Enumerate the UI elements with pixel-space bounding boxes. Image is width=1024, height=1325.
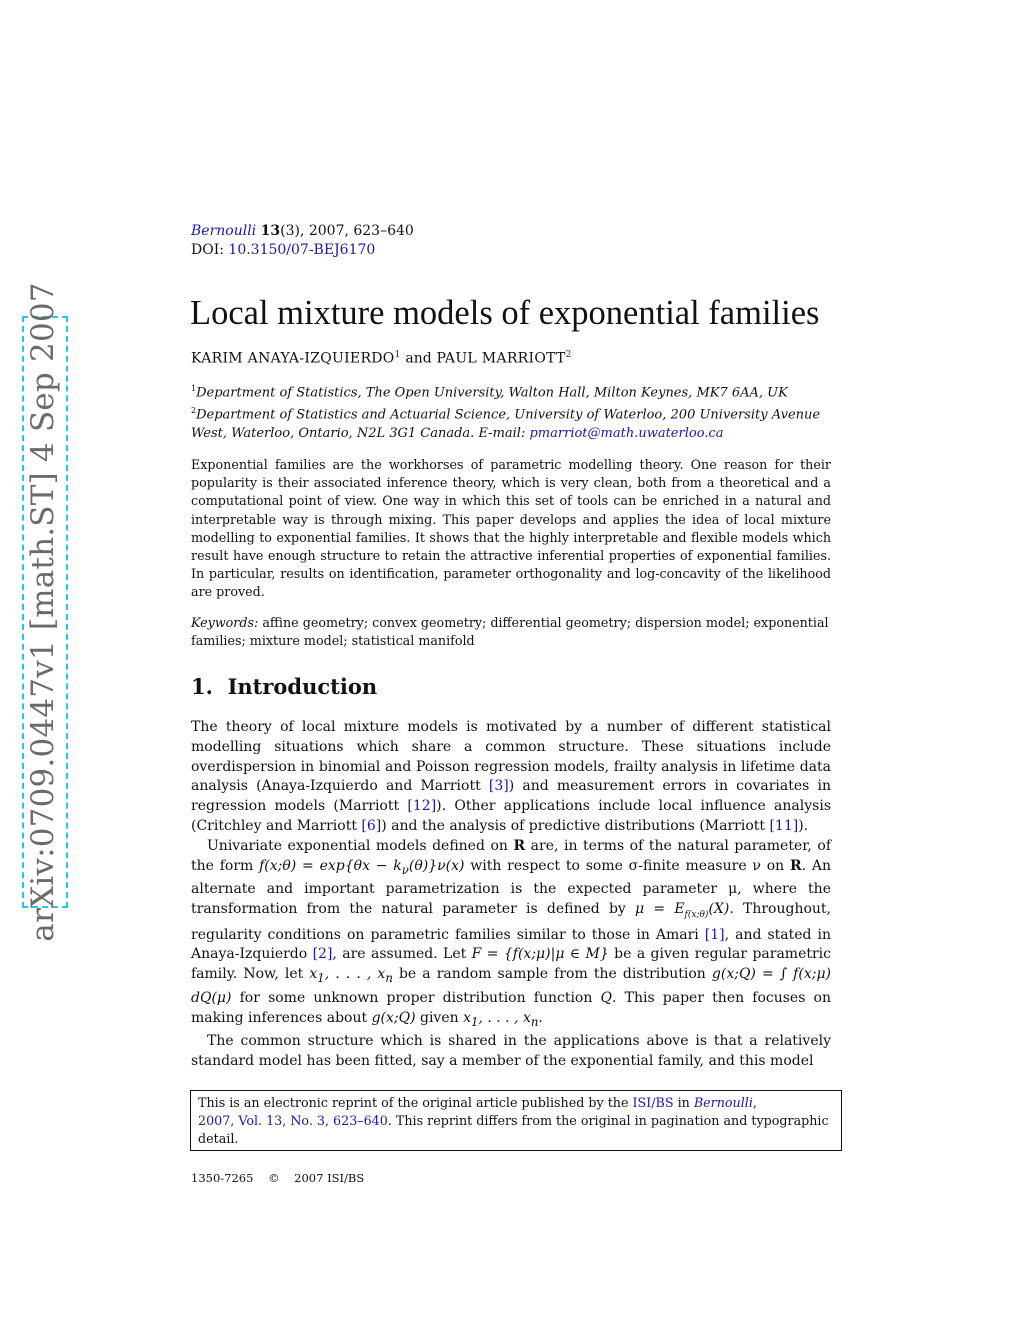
abstract: Exponential families are the workhorses of parametric modelling theory. One reason for their popularity is their associated inference theory, which is very clean, both from a theoretical and a computational point of view. One way in which this set of tools can be enriched in a natural and interpretable way is through mixing. This paper develops and applies the idea of local mixture modelling to exponential families. It shows that the highly interpretable and flexible models which result have enough structure to retain the attractive inferential properties of exponential families. In particular, results on identification, parameter orthogonality and log-concavity of the likelihood are proved. bbox=[191, 457, 831, 600]
isibs-link[interactable]: ISI/BS bbox=[632, 1095, 674, 1110]
journal-volume: 13 bbox=[260, 223, 281, 239]
text-run: , bbox=[752, 1095, 757, 1110]
text-run: ). bbox=[798, 817, 809, 834]
journal-info bbox=[191, 222, 414, 260]
citation-ref-1[interactable]: [1] bbox=[704, 926, 725, 943]
affiliation-2-text: Department of Statistics and Actuarial Science, University of Waterloo, 200 University Avenue West, Waterloo, Ontario, N2L 3G1 Canada. E-mail: bbox=[191, 407, 821, 441]
author-1-affil-mark[interactable]: 1 bbox=[394, 350, 401, 360]
text-run: . This reprint differs from the original in pagination and typographic detail. bbox=[198, 1113, 829, 1146]
text-run: with respect to some σ-finite measure ν on bbox=[464, 857, 790, 874]
text-run: . bbox=[538, 1009, 543, 1026]
math-reals: R bbox=[789, 857, 802, 874]
text-run: for some unknown proper distribution function bbox=[231, 989, 601, 1006]
text-run: ). Other applications include local influence analysis (Critchley and Marriott bbox=[191, 798, 832, 834]
text-run: be a given regular parametric family. Now, let bbox=[191, 946, 831, 983]
affiliation-2-mark: 2 bbox=[191, 406, 197, 416]
citation-link[interactable]: 2007, Vol. 13, No. 3, 623–640 bbox=[198, 1113, 388, 1128]
citation-ref-6[interactable]: [6] bbox=[361, 817, 382, 834]
text-run: . An alternate and important parametrization is the expected parameter μ, where the transformation from the natural parameter is defined by bbox=[191, 857, 831, 917]
paragraph-1 bbox=[191, 718, 831, 837]
journal-citation bbox=[191, 222, 414, 241]
affiliations bbox=[191, 380, 836, 443]
author-1: KARIM ANAYA-IZQUIERDO bbox=[191, 350, 395, 367]
affiliation-2 bbox=[191, 402, 836, 442]
math-reals: R bbox=[513, 837, 526, 854]
math-formula: $\mu = E_{f(x;\theta)}(X)$ bbox=[635, 900, 730, 920]
author-2-affil-mark[interactable]: 2 bbox=[565, 350, 572, 360]
journal-name-link[interactable]: Bernoulli bbox=[191, 223, 257, 239]
text-run: are, in terms of the natural parameter, of the form bbox=[191, 837, 831, 874]
affiliation-1-text: Department of Statistics, The Open University, Walton Hall, Milton Keynes, MK7 6AA, UK bbox=[196, 385, 788, 401]
email-link[interactable]: pmarriot@math.uwaterloo.ca bbox=[529, 425, 724, 441]
text-run: ) and measurement errors in covariates in regression models (Marriott bbox=[191, 778, 831, 815]
keywords bbox=[191, 614, 831, 650]
text-run: in bbox=[673, 1095, 694, 1110]
footer bbox=[191, 1171, 364, 1185]
keywords-text: affine geometry; convex geometry; differential geometry; dispersion model; exponential families; mixture model; statistical manifold bbox=[191, 615, 829, 649]
text-run: . Throughout, regularity conditions on parametric families similar to those in Amari bbox=[191, 900, 831, 943]
text-run: The theory of local mixture models is motivated by a number of different statistical modelling situations which share a common structure. These situations include overdispersion in binomial and Poisson regression models, frailty analysis in lifetime data analysis (Anaya-Izquierdo and Marriott bbox=[191, 719, 831, 795]
copyright-text: 2007 ISI/BS bbox=[294, 1171, 365, 1185]
reprint-notice bbox=[190, 1090, 842, 1151]
math-formula: $x_1$, . . . , $x_n$ bbox=[309, 966, 393, 985]
authors bbox=[191, 350, 572, 367]
paragraph-3: The common structure which is shared in the applications above is that a relatively standard model has been fitted, say a member of the exponential family, and this model bbox=[191, 1033, 831, 1069]
affiliation-1-mark: 1 bbox=[191, 384, 197, 393]
paper-title: Local mixture models of exponential families bbox=[190, 294, 820, 332]
keywords-label: Keywords: bbox=[191, 615, 259, 630]
arxiv-identifier: arXiv:0709.0447v1 [math.ST] 4 Sep 2007 bbox=[25, 282, 61, 942]
issn: 1350-7265 bbox=[191, 1171, 254, 1185]
citation-ref-2[interactable]: [2] bbox=[312, 946, 333, 963]
text-run: . This paper then focuses on making inferences about bbox=[191, 989, 831, 1026]
math-formula: $x_1$, . . . , $x_n$ bbox=[463, 1009, 539, 1029]
text-run: , and stated in Anaya-Izquierdo bbox=[191, 926, 831, 963]
author-2: PAUL MARRIOTT bbox=[436, 350, 566, 367]
affiliation-1 bbox=[191, 380, 836, 402]
copyright-icon: © bbox=[268, 1171, 280, 1185]
text-run: ) and the analysis of predictive distributions (Marriott bbox=[381, 817, 770, 834]
citation-ref-12[interactable]: [12] bbox=[407, 798, 437, 815]
journal-issue-pages: (3), 2007, 623–640 bbox=[280, 223, 414, 239]
paragraph-2 bbox=[191, 837, 831, 1032]
text-run: Univariate exponential models defined on bbox=[207, 837, 514, 854]
bernoulli-link[interactable]: Bernoulli bbox=[693, 1095, 753, 1110]
text-run: given bbox=[415, 1009, 464, 1026]
section-title: Introduction bbox=[227, 674, 378, 699]
citation-ref-11[interactable]: [11] bbox=[769, 817, 799, 834]
author-conjunction: and bbox=[405, 350, 432, 367]
doi-line bbox=[191, 241, 414, 260]
citation-ref-3[interactable]: [3] bbox=[488, 778, 509, 795]
text-run: This is an electronic reprint of the original article published by the bbox=[198, 1095, 633, 1110]
math-formula: g(x;Q) = ∫ f(x;μ) dQ(μ) bbox=[191, 966, 832, 1006]
text-run: be a random sample from the distribution bbox=[392, 966, 712, 983]
body-text bbox=[191, 718, 831, 1072]
math-formula: f(x;θ) = $\exp\{\theta x - k_\nu(\theta)\}\nu(x)$ bbox=[259, 857, 465, 877]
math-symbol: Q bbox=[600, 989, 613, 1006]
section-number: 1. bbox=[191, 674, 213, 699]
math-formula: F = {f(x;μ)|μ ∈ M} bbox=[471, 946, 609, 963]
doi-label: DOI: bbox=[191, 242, 224, 258]
section-heading bbox=[191, 674, 377, 699]
text-run: , are assumed. Let bbox=[332, 946, 472, 963]
doi-link[interactable]: 10.3150/07-BEJ6170 bbox=[228, 242, 376, 258]
math-formula: g(x;Q) bbox=[371, 1009, 416, 1026]
